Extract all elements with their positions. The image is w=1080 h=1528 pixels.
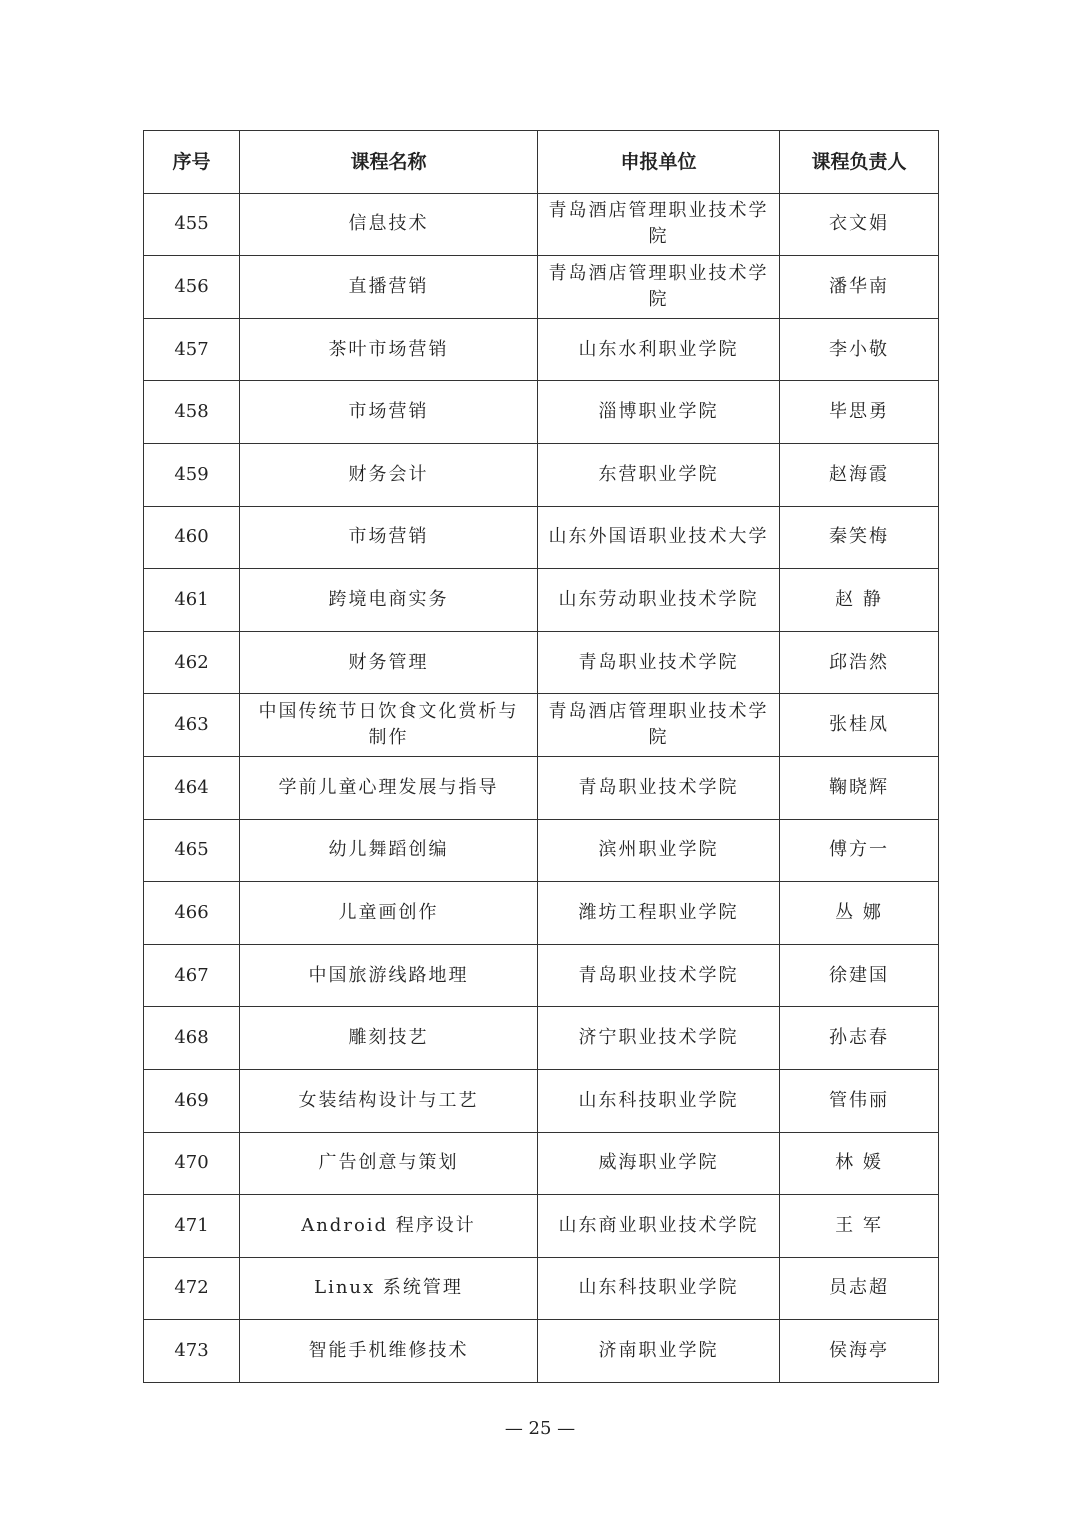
- cell-course-name: 市场营销: [240, 381, 538, 444]
- table-row: [144, 819, 939, 882]
- cell-no: 468: [144, 1007, 240, 1070]
- cell-no: 458: [144, 381, 240, 444]
- header-row: [144, 131, 939, 194]
- table-header: [144, 131, 939, 194]
- page-number: — 25 —: [504, 1418, 576, 1439]
- cell-leader: 徐建国: [780, 944, 939, 1007]
- cell-course-name: 中国旅游线路地理: [240, 944, 538, 1007]
- cell-no: 467: [144, 944, 240, 1007]
- cell-unit: 山东劳动职业技术学院: [538, 569, 780, 632]
- cell-leader: 员志超: [780, 1257, 939, 1320]
- cell-no: 469: [144, 1069, 240, 1132]
- cell-no: 466: [144, 882, 240, 945]
- course-table: [143, 130, 939, 1383]
- cell-unit: 青岛酒店管理职业技术学院: [538, 256, 780, 319]
- cell-leader: 林 媛: [780, 1132, 939, 1195]
- cell-course-name: 财务管理: [240, 631, 538, 694]
- table-row: [144, 1069, 939, 1132]
- cell-unit: 山东外国语职业技术大学: [538, 506, 780, 569]
- cell-leader: 赵 静: [780, 569, 939, 632]
- cell-course-name: 跨境电商实务: [240, 569, 538, 632]
- cell-unit: 青岛酒店管理职业技术学院: [538, 694, 780, 757]
- cell-leader: 侯海亭: [780, 1320, 939, 1383]
- cell-no: 459: [144, 443, 240, 506]
- table-row: [144, 569, 939, 632]
- cell-no: 456: [144, 256, 240, 319]
- cell-leader: 王 军: [780, 1195, 939, 1258]
- cell-unit: 青岛酒店管理职业技术学院: [538, 193, 780, 256]
- cell-leader: 管伟丽: [780, 1069, 939, 1132]
- cell-leader: 毕思勇: [780, 381, 939, 444]
- cell-course-name: 女装结构设计与工艺: [240, 1069, 538, 1132]
- cell-leader: 衣文娟: [780, 193, 939, 256]
- cell-no: 465: [144, 819, 240, 882]
- header-leader: 课程负责人: [780, 131, 939, 194]
- cell-course-name: 财务会计: [240, 443, 538, 506]
- table-row: [144, 944, 939, 1007]
- cell-no: 472: [144, 1257, 240, 1320]
- table-row: [144, 506, 939, 569]
- table-row: [144, 443, 939, 506]
- cell-leader: 鞠晓辉: [780, 756, 939, 819]
- cell-unit: 潍坊工程职业学院: [538, 882, 780, 945]
- cell-unit: 青岛职业技术学院: [538, 944, 780, 1007]
- cell-no: 461: [144, 569, 240, 632]
- table-row: [144, 694, 939, 757]
- cell-leader: 潘华南: [780, 256, 939, 319]
- cell-unit: 山东科技职业学院: [538, 1069, 780, 1132]
- table-body: [144, 193, 939, 1382]
- cell-unit: 济南职业学院: [538, 1320, 780, 1383]
- table-row: [144, 631, 939, 694]
- cell-course-name: 儿童画创作: [240, 882, 538, 945]
- table-row: [144, 756, 939, 819]
- cell-leader: 傅方一: [780, 819, 939, 882]
- cell-unit: 滨州职业学院: [538, 819, 780, 882]
- table-row: [144, 193, 939, 256]
- cell-leader: 李小敬: [780, 318, 939, 381]
- cell-course-name: 茶叶市场营销: [240, 318, 538, 381]
- cell-unit: 山东水利职业学院: [538, 318, 780, 381]
- cell-leader: 张桂凤: [780, 694, 939, 757]
- table-row: [144, 1007, 939, 1070]
- cell-no: 470: [144, 1132, 240, 1195]
- cell-unit: 威海职业学院: [538, 1132, 780, 1195]
- cell-unit: 青岛职业技术学院: [538, 756, 780, 819]
- cell-course-name: 市场营销: [240, 506, 538, 569]
- header-no: 序号: [144, 131, 240, 194]
- table-row: [144, 1132, 939, 1195]
- cell-leader: 邱浩然: [780, 631, 939, 694]
- cell-course-name: 雕刻技艺: [240, 1007, 538, 1070]
- header-course: 课程名称: [240, 131, 538, 194]
- table-row: [144, 882, 939, 945]
- cell-no: 473: [144, 1320, 240, 1383]
- cell-leader: 孙志春: [780, 1007, 939, 1070]
- cell-unit: 淄博职业学院: [538, 381, 780, 444]
- cell-unit: 山东商业职业技术学院: [538, 1195, 780, 1258]
- cell-no: 471: [144, 1195, 240, 1258]
- cell-course-name: 直播营销: [240, 256, 538, 319]
- header-unit: 申报单位: [538, 131, 780, 194]
- cell-course-name: Android 程序设计: [240, 1195, 538, 1258]
- cell-course-name: 学前儿童心理发展与指导: [240, 756, 538, 819]
- cell-leader: 秦笑梅: [780, 506, 939, 569]
- cell-course-name: 广告创意与策划: [240, 1132, 538, 1195]
- cell-leader: 赵海霞: [780, 443, 939, 506]
- table-row: [144, 1320, 939, 1383]
- cell-no: 460: [144, 506, 240, 569]
- cell-leader: 丛 娜: [780, 882, 939, 945]
- cell-course-name: 幼儿舞蹈创编: [240, 819, 538, 882]
- table-row: [144, 318, 939, 381]
- table-row: [144, 256, 939, 319]
- table-row: [144, 1195, 939, 1258]
- cell-course-name: 信息技术: [240, 193, 538, 256]
- cell-course-name: 中国传统节日饮食文化赏析与制作: [240, 694, 538, 757]
- cell-no: 462: [144, 631, 240, 694]
- cell-no: 463: [144, 694, 240, 757]
- cell-course-name: 智能手机维修技术: [240, 1320, 538, 1383]
- table-row: [144, 381, 939, 444]
- cell-course-name: Linux 系统管理: [240, 1257, 538, 1320]
- table-row: [144, 1257, 939, 1320]
- cell-no: 464: [144, 756, 240, 819]
- cell-unit: 山东科技职业学院: [538, 1257, 780, 1320]
- cell-unit: 青岛职业技术学院: [538, 631, 780, 694]
- cell-no: 457: [144, 318, 240, 381]
- cell-unit: 济宁职业技术学院: [538, 1007, 780, 1070]
- cell-unit: 东营职业学院: [538, 443, 780, 506]
- cell-no: 455: [144, 193, 240, 256]
